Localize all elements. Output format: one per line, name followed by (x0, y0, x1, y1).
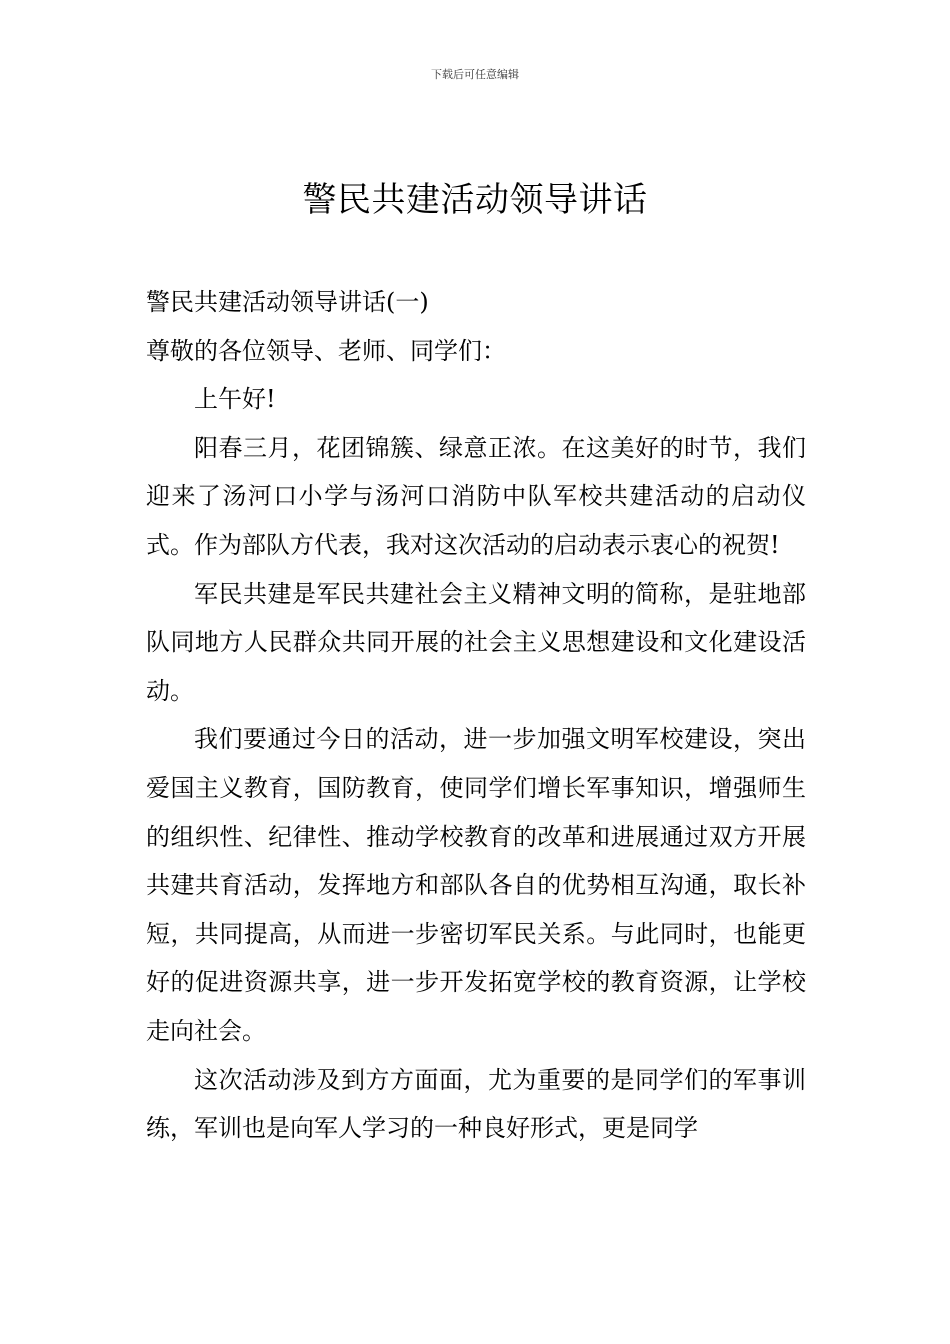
header-note: 下载后可任意编辑 (431, 68, 519, 81)
document-title: 警民共建活动领导讲话 (302, 180, 648, 220)
paragraph-definition: 军民共建是军民共建社会主义精神文明的简称，是驻地部队同地方人民群众共同开展的社会主义思想建设和文化建设活动。 (146, 579, 806, 705)
paragraph-goals: 我们要通过今日的活动，进一步加强文明军校建设，突出爱国主义教育，国防教育，使同学们增长军事知识，增强师生的组织性、纪律性、推动学校教育的改革和进展通过双方开展共建共育活动，发挥地方和部队各自的优势相互沟通，取长补短，共同提高，从而进一步密切军民关系。与此同时，也能更好的促进资源共享，进一步开发拓宽学校的教育资源，让学校走向社会。 (146, 725, 806, 1045)
paragraph-opening: 阳春三月，花团锦簇、绿意正浓。在这美好的时节，我们迎来了汤河口小学与汤河口消防中队军校共建活动的启动仪式。作为部队方代表，我对这次活动的启动表示衷心的祝贺! (146, 433, 806, 559)
paragraph-training: 这次活动涉及到方方面面，尤为重要的是同学们的军事训练，军训也是向军人学习的一种良好形式，更是同学 (146, 1065, 806, 1143)
salutation: 尊敬的各位领导、老师、同学们： (146, 336, 506, 365)
document-body (146, 278, 806, 1153)
subtitle: 警民共建活动领导讲话(一) (146, 288, 429, 316)
paragraph-greeting: 上午好! (194, 385, 276, 414)
